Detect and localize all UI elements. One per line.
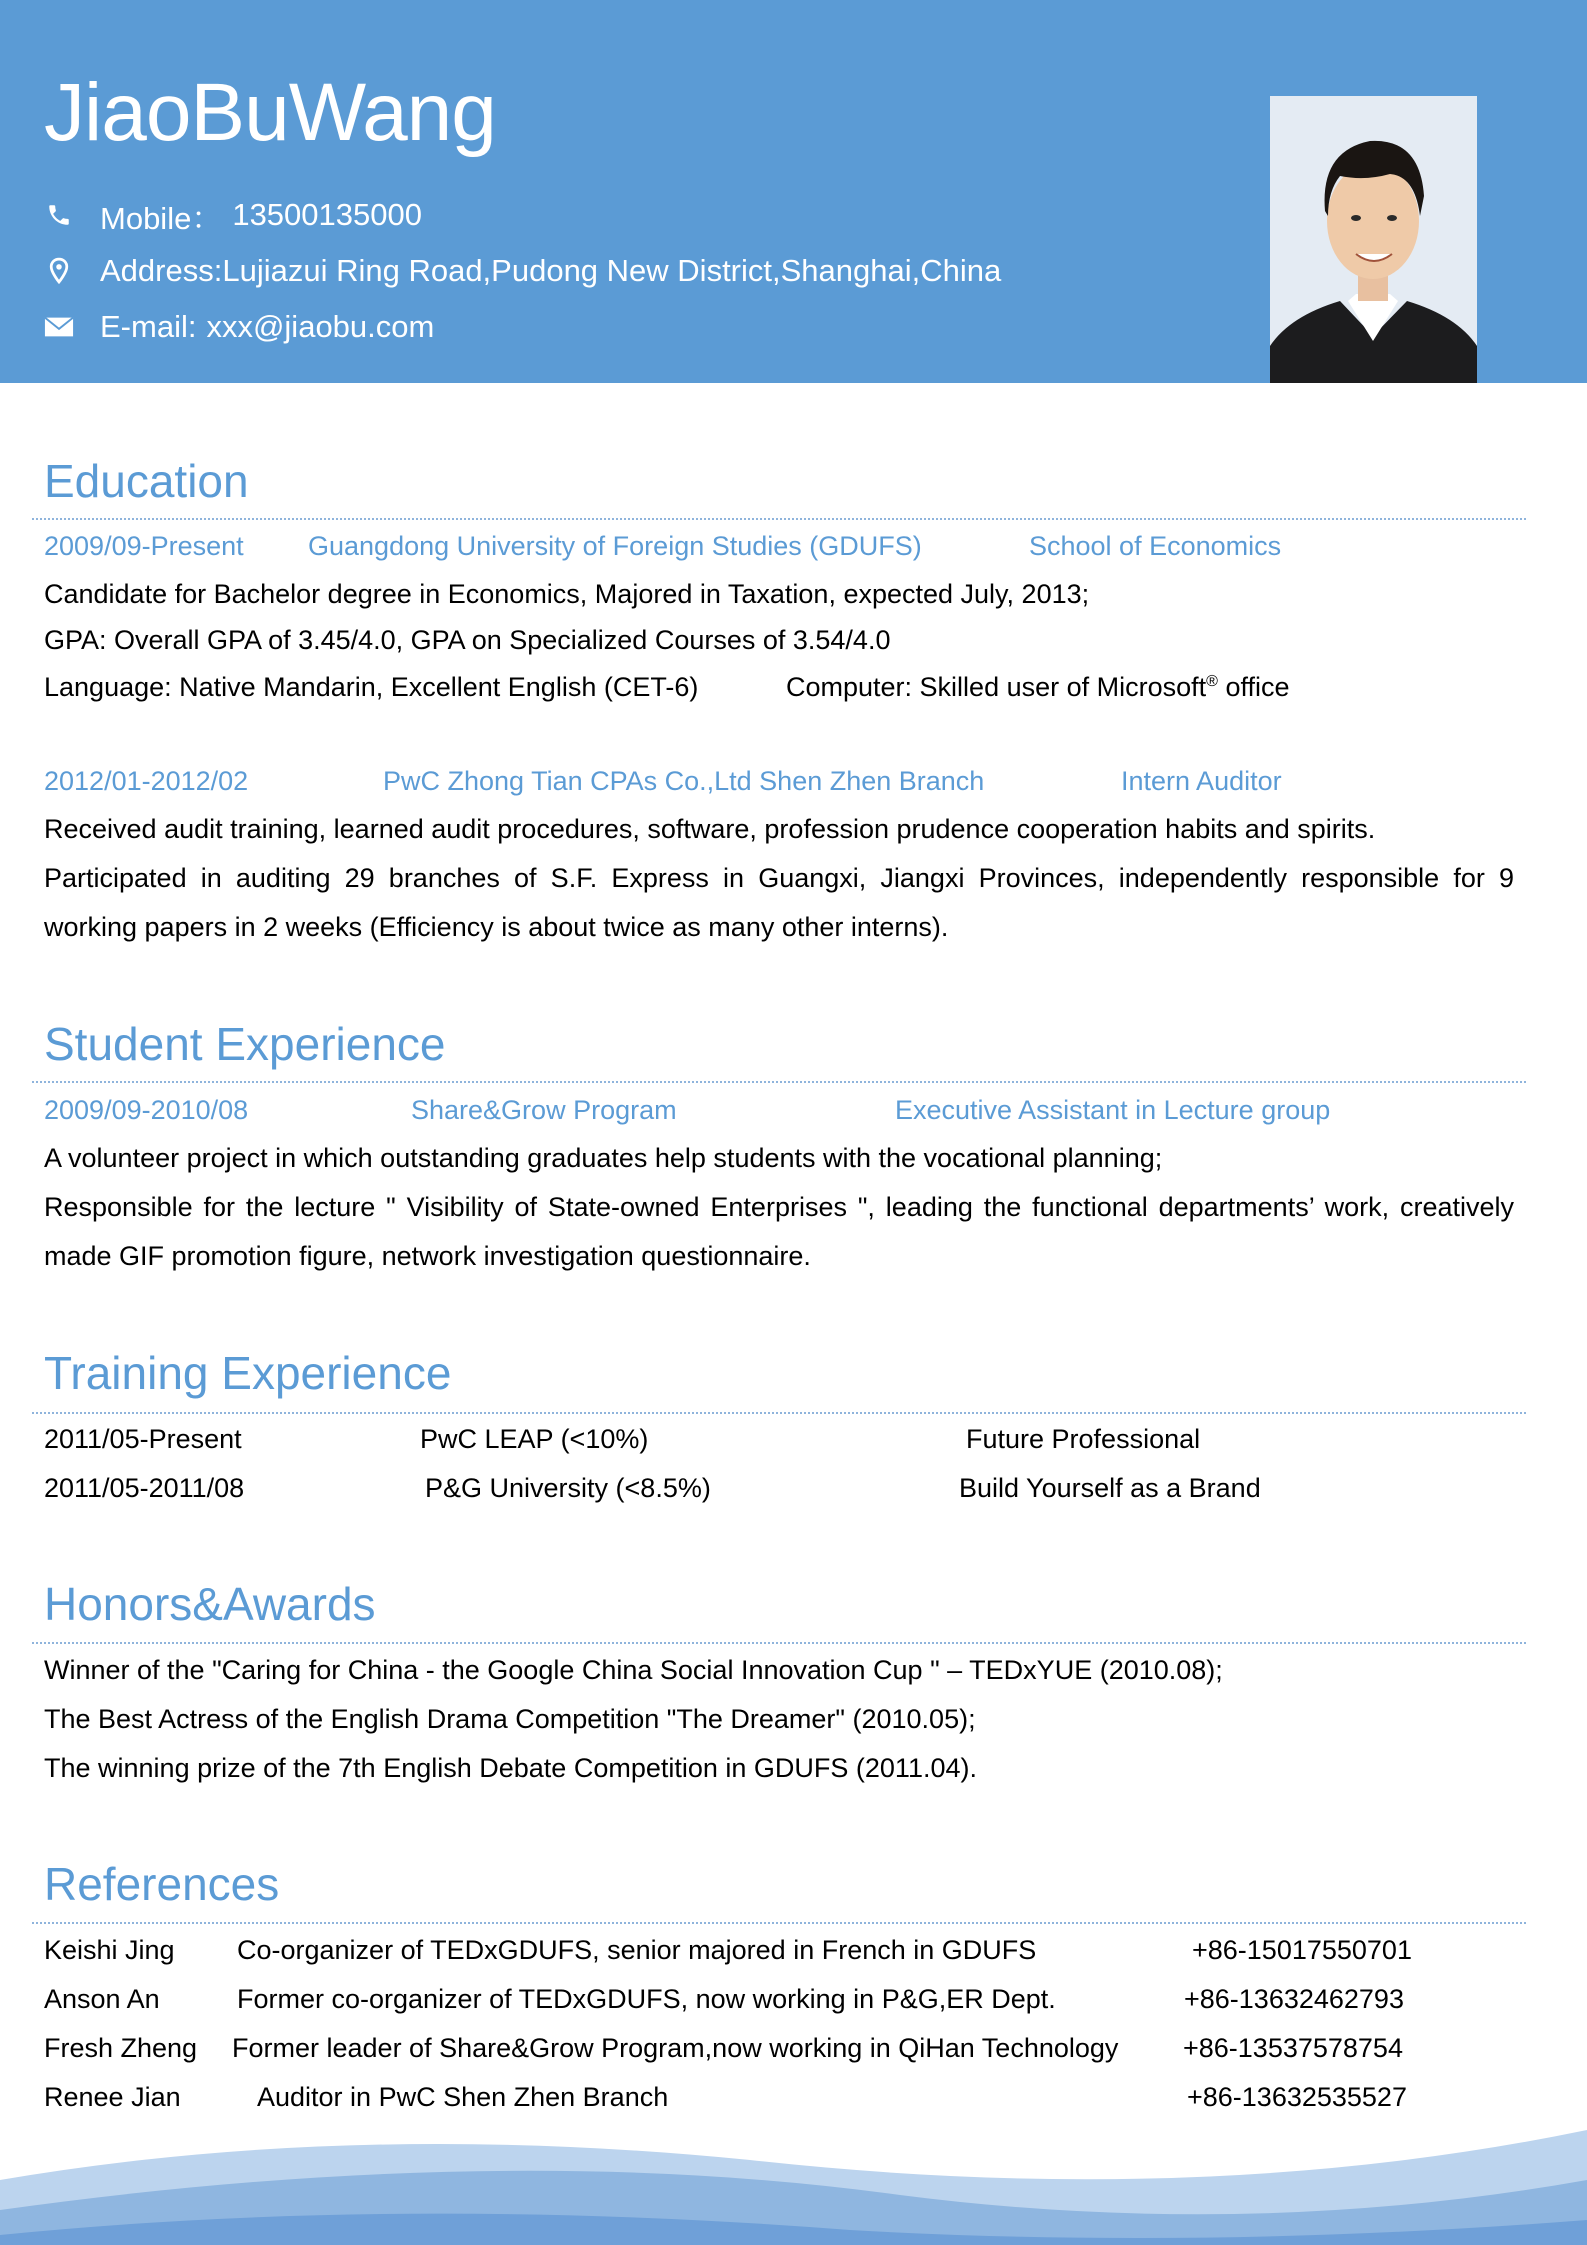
section-divider: [32, 1081, 1526, 1083]
honor-item: The Best Actress of the English Drama Competition "The Dreamer" (2010.05);: [44, 1704, 976, 1734]
education-computer-text: Computer: Skilled user of Microsoft: [786, 672, 1207, 702]
reference-description: Former co-organizer of TEDxGDUFS, now working in P&G,ER Dept.: [237, 1984, 1056, 2014]
honor-item: The winning prize of the 7th English Debate Competition in GDUFS (2011.04).: [44, 1753, 977, 1783]
education-entry2-org: PwC Zhong Tian CPAs Co.,Ltd Shen Zhen Branch: [383, 766, 985, 796]
phone-icon: [44, 200, 74, 230]
education-entry1-date: 2009/09-Present: [44, 531, 244, 561]
education-language: Language: Native Mandarin, Excellent English (CET-6): [44, 672, 699, 702]
education-entry2-description: [44, 805, 1514, 952]
reference-name: Anson An: [44, 1984, 160, 2014]
student-entry-line2: Responsible for the lecture " Visibility of State-owned Enterprises ", leading the functional departments’ work, creatively made GIF promotion figure, network investigation questionnaire.: [44, 1192, 1514, 1271]
reference-name: Keishi Jing: [44, 1935, 175, 1965]
section-title-honors-awards: Honors&Awards: [44, 1578, 376, 1630]
education-entry2-date: 2012/01-2012/02: [44, 766, 249, 796]
reference-phone: +86-13632535527: [1187, 2082, 1407, 2112]
address-value: Lujiazui Ring Road,Pudong New District,Shanghai,China: [222, 253, 1002, 288]
education-entry2-role: Intern Auditor: [1121, 766, 1282, 796]
honor-item: Winner of the "Caring for China - the Google China Social Innovation Cup " – TEDxYUE (2010.08);: [44, 1655, 1223, 1685]
address-label: Address:: [100, 253, 223, 288]
reference-description: Auditor in PwC Shen Zhen Branch: [257, 2082, 669, 2112]
training-program: P&G University (<8.5%): [425, 1473, 711, 1503]
education-entry1-line: GPA: Overall GPA of 3.45/4.0, GPA on Specialized Courses of 3.54/4.0: [44, 625, 891, 655]
training-description: Future Professional: [966, 1424, 1201, 1454]
reference-phone: +86-15017550701: [1192, 1935, 1412, 1965]
mobile-label: Mobile：: [100, 200, 223, 236]
reference-description: Former leader of Share&Grow Program,now working in QiHan Technology: [232, 2033, 1119, 2063]
contact-mobile: [44, 195, 422, 235]
decorative-wave: [0, 2100, 1587, 2245]
reference-name: Fresh Zheng: [44, 2033, 198, 2063]
section-title-training-experience: Training Experience: [44, 1347, 452, 1399]
education-entry1-org: Guangdong University of Foreign Studies (GDUFS): [308, 531, 922, 561]
education-computer-suffix: office: [1217, 672, 1290, 702]
profile-photo: [1270, 96, 1477, 383]
education-entry1-role: School of Economics: [1029, 531, 1282, 561]
candidate-name: JiaoBuWang: [44, 67, 496, 158]
reference-name: Renee Jian: [44, 2082, 181, 2112]
student-entry-role: Executive Assistant in Lecture group: [895, 1095, 1331, 1125]
reference-description: Co-organizer of TEDxGDUFS, senior majored in French in GDUFS: [237, 1935, 1037, 1965]
section-title-education: Education: [44, 455, 249, 507]
training-date: 2011/05-Present: [44, 1424, 242, 1454]
training-date: 2011/05-2011/08: [44, 1473, 245, 1503]
email-label: E-mail:: [100, 309, 197, 344]
student-entry-date: 2009/09-2010/08: [44, 1095, 249, 1125]
student-entry-line1: A volunteer project in which outstanding graduates help students with the vocational planning;: [44, 1143, 1163, 1173]
section-divider: [32, 1412, 1526, 1414]
email-value: xxx@jiaobu.com: [206, 309, 435, 344]
envelope-icon: [44, 312, 74, 342]
section-divider: [32, 1642, 1526, 1644]
registered-mark: ®: [1206, 673, 1218, 690]
contact-address: [44, 251, 1001, 291]
location-pin-icon: [44, 256, 74, 286]
education-entry2-line2: Participated in auditing 29 branches of S.F. Express in Guangxi, Jiangxi Provinces, independently responsible for 9 working papers in 2 weeks (Efficiency is about twice as many other interns).: [44, 863, 1514, 942]
student-entry-description: [44, 1134, 1514, 1281]
reference-phone: +86-13537578754: [1183, 2033, 1403, 2063]
education-computer: [786, 671, 1290, 703]
header-banner: [0, 0, 1587, 383]
training-description: Build Yourself as a Brand: [959, 1473, 1261, 1503]
training-program: PwC LEAP (<10%): [420, 1424, 649, 1454]
education-entry2-line1: Received audit training, learned audit procedures, software, profession prudence cooperation habits and spirits.: [44, 814, 1376, 844]
section-title-student-experience: Student Experience: [44, 1018, 446, 1070]
student-entry-org: Share&Grow Program: [411, 1095, 677, 1125]
reference-phone: +86-13632462793: [1184, 1984, 1404, 2014]
education-entry1-line: Candidate for Bachelor degree in Economics, Majored in Taxation, expected July, 2013;: [44, 579, 1090, 609]
contact-email: [44, 307, 434, 347]
section-divider: [32, 518, 1526, 520]
section-title-references: References: [44, 1858, 280, 1910]
mobile-value: 13500135000: [232, 197, 422, 232]
section-divider: [32, 1922, 1526, 1924]
